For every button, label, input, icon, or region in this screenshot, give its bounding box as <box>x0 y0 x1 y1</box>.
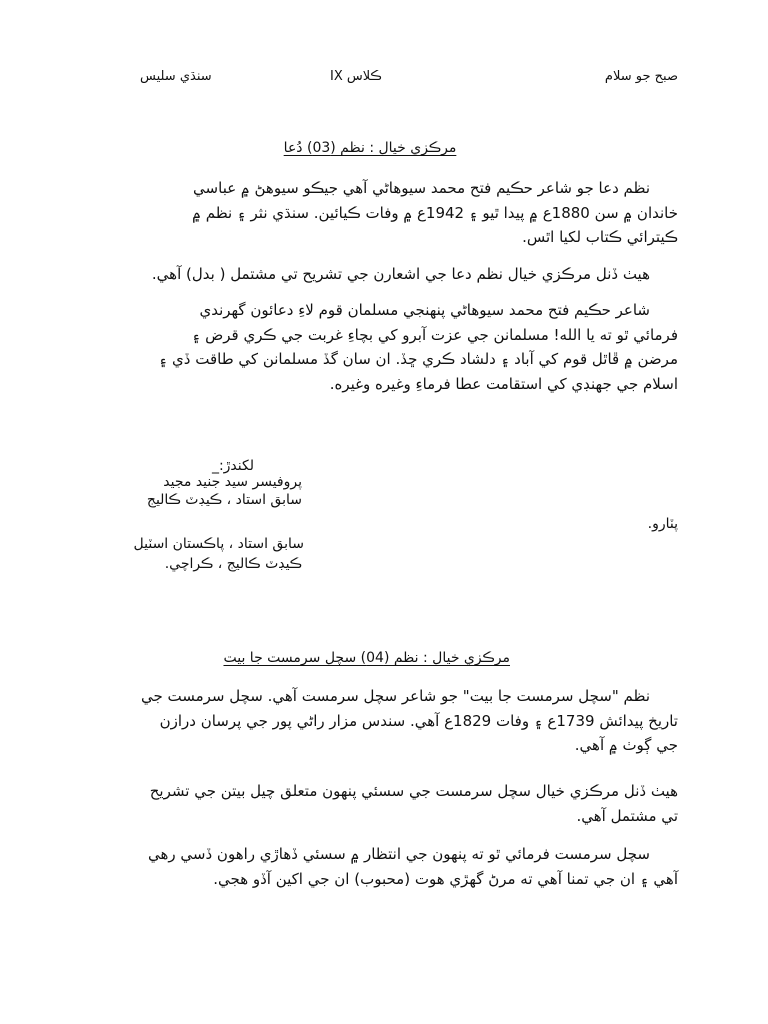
section2-paragraph-2 <box>88 779 678 828</box>
header-subject: سنڌي سليس <box>140 69 212 84</box>
text-line: نظم دعا جو شاعر حڪيم فتح محمد سيوهاڻي آهي جيڪو سيوهڻ ۾ عباسي <box>193 179 650 197</box>
section2-paragraph-3 <box>88 842 678 891</box>
section1-heading: مرڪزي خيال : نظم (03) دُعا <box>283 140 457 156</box>
section2-heading: مرڪزي خيال : نظم (04) سچل سرمست جا بيت <box>223 650 510 666</box>
author-institution: ڪيڊٽ ڪاليج ، ڪراچي. <box>164 556 302 572</box>
author-label: لکندڙ:_ <box>211 458 254 474</box>
text-line: اسلام جي جهنڊي کي استقامت عطا فرماءِ وغيره وغيره. <box>329 374 678 393</box>
text-line: ڪيترائي ڪتاب لکيا اٿس. <box>522 228 678 246</box>
text-line: خاندان ۾ سن 1880ع ۾ پيدا ٿيو ۽ 1942ع ۾ وفات ڪيائين. سنڌي نثر ۽ نظم ۾ <box>192 203 678 222</box>
header-class: ڪلاس IX <box>330 69 382 84</box>
section1-paragraph-2: هيٺ ڏنل مرڪزي خيال نظم دعا جي اشعارن جي تشريح تي مشتمل ( بدل) آهي. <box>151 265 650 283</box>
side-note: پٽارو. <box>647 516 678 532</box>
text-line: نظم "سچل سرمست جا بيت" جو شاعر سچل سرمست آهي. سچل سرمست جي <box>140 687 650 705</box>
text-line: آهي ۽ ان جي تمنا آهي ته مرڻ گهڙي هوت (محبوب) ان جي اکين آڏو هجي. <box>213 869 678 888</box>
section1-paragraph-1 <box>88 176 678 250</box>
header-greeting: صبح جو سلام <box>604 69 678 84</box>
text-line: مرضن ۾ ڦاٿل قوم کي آباد ۽ دلشاد ڪري ڇڏ. ان سان گڏ مسلمانن کي طاقت ڏي ۽ <box>158 350 678 368</box>
text-line: شاعر حڪيم فتح محمد سيوهاڻي پنهنجي مسلمان قوم لاءِ دعائون گهرندي <box>199 301 650 319</box>
text-line: سچل سرمست فرمائي ٿو ته پنهون جي انتظار ۾ سسئي ڏهاڙي راهون ڏسي رهي <box>147 845 650 863</box>
author-role-2: سابق استاد ، پاڪستان اسٽيل <box>133 536 304 552</box>
section2-paragraph-1 <box>88 684 678 758</box>
author-name: پروفيسر سيد جنيد مجيد <box>163 474 302 490</box>
text-line: فرمائي ٿو ته يا الله! مسلمانن جي عزت آبرو کي بچاءِ غربت جي ڪري قرض ۽ <box>191 325 678 344</box>
text-line: تاريخ پيدائش 1739ع ۽ وفات 1829ع آهي. سندس مزار راڻي پور جي پرسان درازن <box>159 711 678 730</box>
section1-paragraph-3 <box>88 298 678 396</box>
text-line: هيٺ ڏنل مرڪزي خيال سچل سرمست جي سسئي پنهون متعلق چيل بيتن جي تشريح <box>149 782 678 800</box>
text-line: تي مشتمل آهي. <box>576 806 678 825</box>
text-line: جي ڳوٺ ۾ آهي. <box>574 736 678 754</box>
author-role: سابق استاد ، ڪيڊٽ ڪاليج <box>146 492 302 508</box>
